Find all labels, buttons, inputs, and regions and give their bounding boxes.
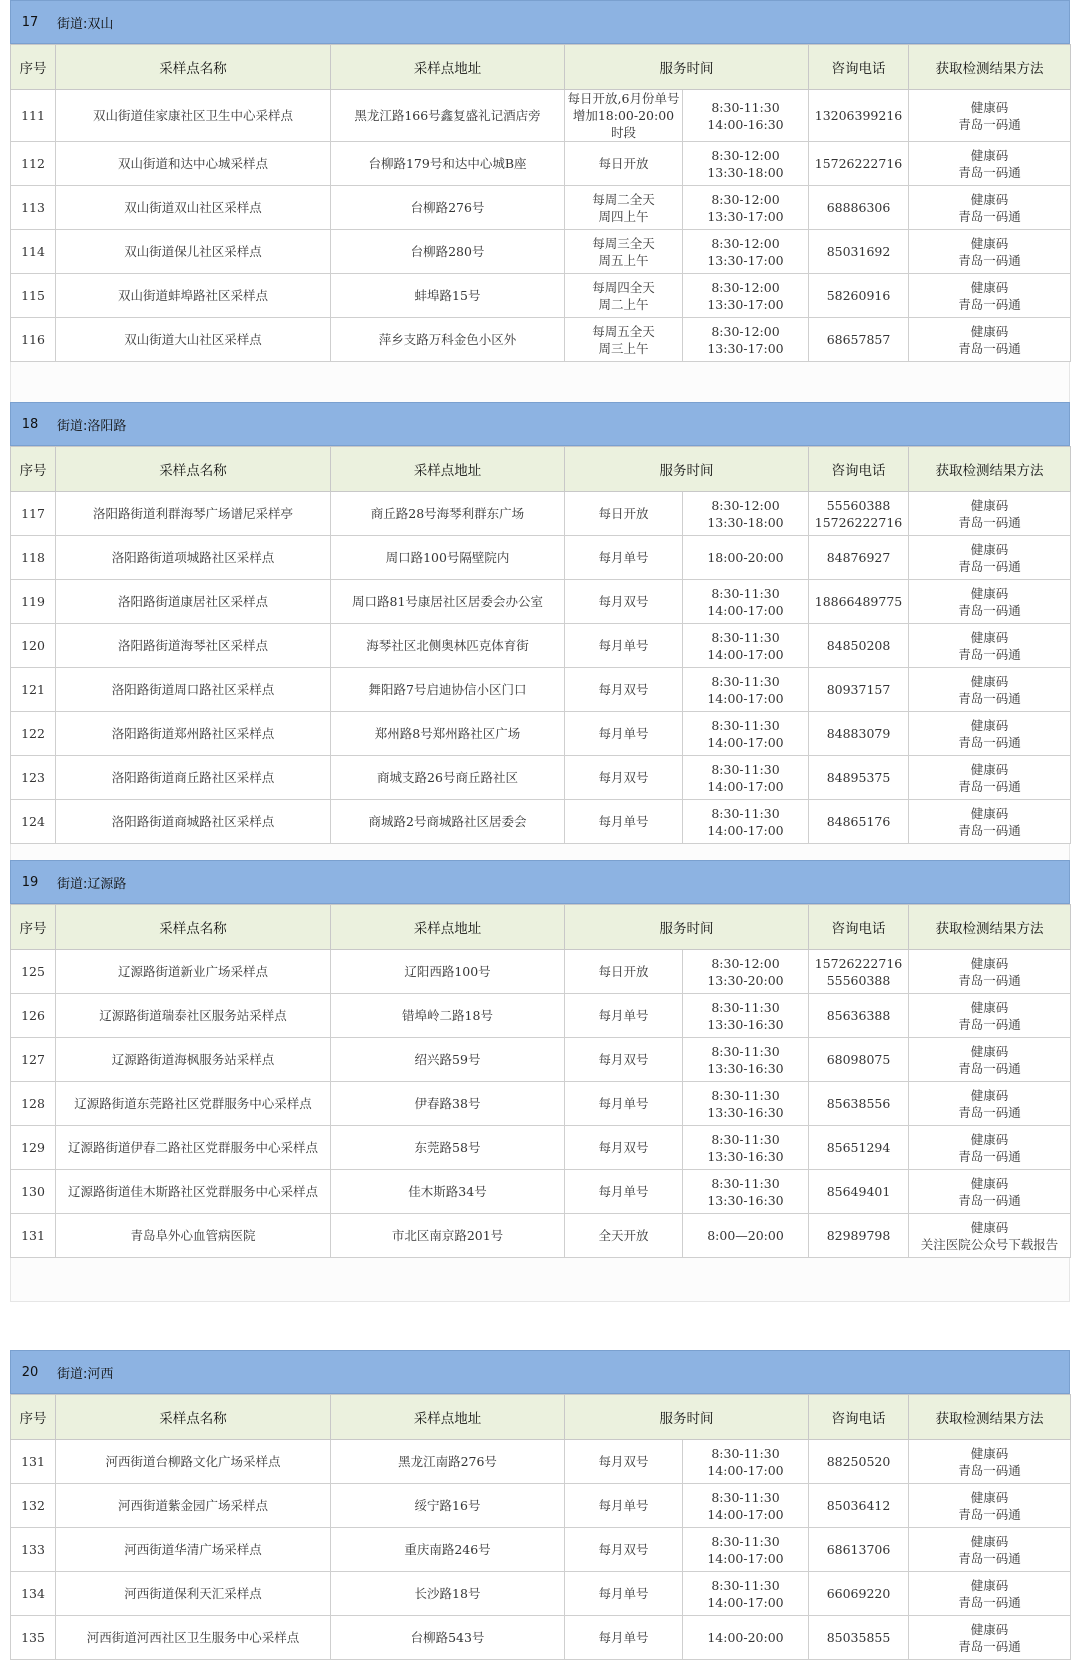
row-number: 119 bbox=[11, 580, 56, 624]
site-name: 洛阳路街道利群海琴广场谱尼采样亭 bbox=[56, 492, 331, 536]
service-days: 每月双号 bbox=[565, 1126, 683, 1170]
phone-number: 85031692 bbox=[809, 230, 909, 274]
service-days: 每月单号 bbox=[565, 712, 683, 756]
site-address: 黑龙江南路276号 bbox=[331, 1440, 565, 1484]
service-days: 每月双号 bbox=[565, 1038, 683, 1082]
service-days: 每周五全天 周三上午 bbox=[565, 318, 683, 362]
result-method: 健康码 青岛一码通 bbox=[909, 1038, 1071, 1082]
row-number: 112 bbox=[11, 142, 56, 186]
row-number: 121 bbox=[11, 668, 56, 712]
service-days: 每月双号 bbox=[565, 580, 683, 624]
table-row bbox=[11, 800, 1071, 844]
phone-number: 13206399216 bbox=[809, 90, 909, 142]
row-number: 131 bbox=[11, 1214, 56, 1258]
site-name: 双山街道蚌埠路社区采样点 bbox=[56, 274, 331, 318]
site-name: 双山街道双山社区采样点 bbox=[56, 186, 331, 230]
sampling-sites-table bbox=[10, 44, 1071, 362]
table-header-row bbox=[11, 905, 1071, 950]
site-name: 双山街道保儿社区采样点 bbox=[56, 230, 331, 274]
row-number: 124 bbox=[11, 800, 56, 844]
site-name: 河西街道保利天汇采样点 bbox=[56, 1572, 331, 1616]
table-row bbox=[11, 1484, 1071, 1528]
row-number: 128 bbox=[11, 1082, 56, 1126]
site-address: 辽阳西路100号 bbox=[331, 950, 565, 994]
table-row bbox=[11, 492, 1071, 536]
district-number: 20 bbox=[21, 1364, 39, 1380]
service-days: 每周二全天 周四上午 bbox=[565, 186, 683, 230]
site-name: 双山街道大山社区采样点 bbox=[56, 318, 331, 362]
table-row bbox=[11, 90, 1071, 142]
site-name: 辽源路街道新业广场采样点 bbox=[56, 950, 331, 994]
service-days: 每月双号 bbox=[565, 1440, 683, 1484]
site-address: 郑州路8号郑州路社区广场 bbox=[331, 712, 565, 756]
result-method: 健康码 青岛一码通 bbox=[909, 142, 1071, 186]
service-hours: 8:30-11:30 13:30-16:30 bbox=[683, 1082, 809, 1126]
phone-number: 85638556 bbox=[809, 1082, 909, 1126]
sampling-sites-table bbox=[10, 446, 1071, 844]
header-service-time: 服务时间 bbox=[565, 45, 809, 90]
district-number: 18 bbox=[21, 416, 39, 432]
header-seq: 序号 bbox=[11, 45, 56, 90]
header-seq: 序号 bbox=[11, 447, 56, 492]
table-row bbox=[11, 1440, 1071, 1484]
header-result-method: 获取检测结果方法 bbox=[909, 447, 1071, 492]
result-method: 健康码 青岛一码通 bbox=[909, 318, 1071, 362]
row-number: 133 bbox=[11, 1528, 56, 1572]
table-header-row bbox=[11, 447, 1071, 492]
site-name: 洛阳路街道海琴社区采样点 bbox=[56, 624, 331, 668]
site-name: 双山街道和达中心城采样点 bbox=[56, 142, 331, 186]
service-days: 每月单号 bbox=[565, 536, 683, 580]
district-section-18 bbox=[10, 402, 1070, 888]
table-row bbox=[11, 1082, 1071, 1126]
header-site-address: 采样点地址 bbox=[331, 447, 565, 492]
header-site-name: 采样点名称 bbox=[56, 45, 331, 90]
site-name: 河西街道台柳路文化广场采样点 bbox=[56, 1440, 331, 1484]
site-address: 萍乡支路万科金色小区外 bbox=[331, 318, 565, 362]
table-header-row bbox=[11, 1395, 1071, 1440]
phone-number: 84850208 bbox=[809, 624, 909, 668]
phone-number: 85035855 bbox=[809, 1616, 909, 1660]
site-address: 伊春路38号 bbox=[331, 1082, 565, 1126]
row-number: 125 bbox=[11, 950, 56, 994]
service-hours: 8:30-11:30 14:00-17:00 bbox=[683, 624, 809, 668]
service-hours: 8:30-11:30 14:00-17:00 bbox=[683, 1484, 809, 1528]
row-number: 111 bbox=[11, 90, 56, 142]
result-method: 健康码 青岛一码通 bbox=[909, 950, 1071, 994]
site-name: 河西街道紫金园广场采样点 bbox=[56, 1484, 331, 1528]
service-hours: 8:30-11:30 14:00-17:00 bbox=[683, 1528, 809, 1572]
phone-number: 15726222716 55560388 bbox=[809, 950, 909, 994]
result-method: 健康码 青岛一码通 bbox=[909, 756, 1071, 800]
header-result-method: 获取检测结果方法 bbox=[909, 1395, 1071, 1440]
header-result-method: 获取检测结果方法 bbox=[909, 45, 1071, 90]
site-name: 洛阳路街道项城路社区采样点 bbox=[56, 536, 331, 580]
site-address: 台柳路543号 bbox=[331, 1616, 565, 1660]
sampling-sites-table bbox=[10, 1394, 1071, 1660]
result-method: 健康码 青岛一码通 bbox=[909, 580, 1071, 624]
table-row bbox=[11, 1616, 1071, 1660]
table-row bbox=[11, 624, 1071, 668]
site-address: 重庆南路246号 bbox=[331, 1528, 565, 1572]
service-hours: 8:30-11:30 14:00-17:00 bbox=[683, 668, 809, 712]
result-method: 健康码 青岛一码通 bbox=[909, 1484, 1071, 1528]
table-row bbox=[11, 230, 1071, 274]
site-address: 周口路100号隔壁院内 bbox=[331, 536, 565, 580]
result-method: 健康码 青岛一码通 bbox=[909, 800, 1071, 844]
row-number: 123 bbox=[11, 756, 56, 800]
table-row bbox=[11, 186, 1071, 230]
section-spacer bbox=[10, 1258, 1070, 1302]
table-row bbox=[11, 950, 1071, 994]
site-address: 绥宁路16号 bbox=[331, 1484, 565, 1528]
service-days: 全天开放 bbox=[565, 1214, 683, 1258]
site-address: 绍兴路59号 bbox=[331, 1038, 565, 1082]
header-phone: 咨询电话 bbox=[809, 447, 909, 492]
result-method: 健康码 关注医院公众号下载报告 bbox=[909, 1214, 1071, 1258]
site-name: 辽源路街道瑞泰社区服务站采样点 bbox=[56, 994, 331, 1038]
phone-number: 15726222716 bbox=[809, 142, 909, 186]
district-section-17 bbox=[10, 0, 1070, 406]
service-days: 每周四全天 周二上午 bbox=[565, 274, 683, 318]
service-days: 每月双号 bbox=[565, 756, 683, 800]
header-site-name: 采样点名称 bbox=[56, 905, 331, 950]
service-days: 每月单号 bbox=[565, 994, 683, 1038]
district-title: 街道:河西 bbox=[57, 1366, 114, 1382]
section-spacer bbox=[10, 362, 1070, 406]
district-section-20 bbox=[10, 1350, 1070, 1660]
service-days: 每月单号 bbox=[565, 1170, 683, 1214]
result-method: 健康码 青岛一码通 bbox=[909, 1528, 1071, 1572]
service-hours: 8:30-12:00 13:30-17:00 bbox=[683, 186, 809, 230]
service-hours: 8:00—20:00 bbox=[683, 1214, 809, 1258]
service-hours: 8:30-11:30 14:00-17:00 bbox=[683, 712, 809, 756]
result-method: 健康码 青岛一码通 bbox=[909, 712, 1071, 756]
site-address: 舞阳路7号启迪协信小区门口 bbox=[331, 668, 565, 712]
header-seq: 序号 bbox=[11, 905, 56, 950]
site-address: 黑龙江路166号鑫复盛礼记酒店旁 bbox=[331, 90, 565, 142]
site-address: 错埠岭二路18号 bbox=[331, 994, 565, 1038]
district-banner bbox=[10, 860, 1070, 904]
table-row bbox=[11, 756, 1071, 800]
table-row bbox=[11, 1126, 1071, 1170]
phone-number: 84895375 bbox=[809, 756, 909, 800]
phone-number: 58260916 bbox=[809, 274, 909, 318]
table-row bbox=[11, 712, 1071, 756]
service-hours: 8:30-11:30 13:30-16:30 bbox=[683, 1126, 809, 1170]
header-service-time: 服务时间 bbox=[565, 1395, 809, 1440]
header-phone: 咨询电话 bbox=[809, 905, 909, 950]
district-banner bbox=[10, 1350, 1070, 1394]
service-hours: 8:30-11:30 13:30-16:30 bbox=[683, 1170, 809, 1214]
site-address: 商丘路28号海琴利群东广场 bbox=[331, 492, 565, 536]
service-hours: 8:30-11:30 13:30-16:30 bbox=[683, 1038, 809, 1082]
site-name: 青岛阜外心血管病医院 bbox=[56, 1214, 331, 1258]
service-days: 每月单号 bbox=[565, 624, 683, 668]
site-name: 辽源路街道伊春二路社区党群服务中心采样点 bbox=[56, 1126, 331, 1170]
site-address: 海琴社区北侧奥林匹克体育街 bbox=[331, 624, 565, 668]
district-section-19 bbox=[10, 860, 1070, 1302]
phone-number: 84876927 bbox=[809, 536, 909, 580]
result-method: 健康码 青岛一码通 bbox=[909, 186, 1071, 230]
phone-number: 85036412 bbox=[809, 1484, 909, 1528]
table-row bbox=[11, 1170, 1071, 1214]
service-hours: 8:30-12:00 13:30-17:00 bbox=[683, 230, 809, 274]
phone-number: 68098075 bbox=[809, 1038, 909, 1082]
result-method: 健康码 青岛一码通 bbox=[909, 274, 1071, 318]
service-hours: 8:30-11:30 14:00-17:00 bbox=[683, 1440, 809, 1484]
result-method: 健康码 青岛一码通 bbox=[909, 230, 1071, 274]
service-hours: 8:30-12:00 13:30-20:00 bbox=[683, 950, 809, 994]
service-hours: 18:00-20:00 bbox=[683, 536, 809, 580]
phone-number: 88250520 bbox=[809, 1440, 909, 1484]
row-number: 130 bbox=[11, 1170, 56, 1214]
result-method: 健康码 青岛一码通 bbox=[909, 1616, 1071, 1660]
row-number: 135 bbox=[11, 1616, 56, 1660]
service-hours: 8:30-11:30 14:00-17:00 bbox=[683, 800, 809, 844]
row-number: 115 bbox=[11, 274, 56, 318]
site-address: 台柳路280号 bbox=[331, 230, 565, 274]
service-hours: 8:30-11:30 14:00-17:00 bbox=[683, 1572, 809, 1616]
table-row bbox=[11, 274, 1071, 318]
district-title: 街道:双山 bbox=[57, 16, 114, 32]
site-name: 辽源路街道佳木斯路社区党群服务中心采样点 bbox=[56, 1170, 331, 1214]
service-days: 每月单号 bbox=[565, 800, 683, 844]
table-row bbox=[11, 536, 1071, 580]
service-days: 每日开放,6月份单号增加18:00-20:00时段 bbox=[565, 90, 683, 142]
service-days: 每月双号 bbox=[565, 1528, 683, 1572]
site-name: 洛阳路街道周口路社区采样点 bbox=[56, 668, 331, 712]
header-result-method: 获取检测结果方法 bbox=[909, 905, 1071, 950]
table-row bbox=[11, 1214, 1071, 1258]
site-address: 台柳路179号和达中心城B座 bbox=[331, 142, 565, 186]
district-title: 街道:辽源路 bbox=[57, 876, 127, 892]
header-site-address: 采样点地址 bbox=[331, 905, 565, 950]
row-number: 126 bbox=[11, 994, 56, 1038]
row-number: 118 bbox=[11, 536, 56, 580]
result-method: 健康码 青岛一码通 bbox=[909, 492, 1071, 536]
row-number: 120 bbox=[11, 624, 56, 668]
header-phone: 咨询电话 bbox=[809, 1395, 909, 1440]
phone-number: 68886306 bbox=[809, 186, 909, 230]
table-header-row bbox=[11, 45, 1071, 90]
row-number: 134 bbox=[11, 1572, 56, 1616]
district-number: 17 bbox=[21, 14, 39, 30]
service-days: 每月单号 bbox=[565, 1082, 683, 1126]
phone-number: 85651294 bbox=[809, 1126, 909, 1170]
phone-number: 85649401 bbox=[809, 1170, 909, 1214]
phone-number: 80937157 bbox=[809, 668, 909, 712]
phone-number: 66069220 bbox=[809, 1572, 909, 1616]
phone-number: 68657857 bbox=[809, 318, 909, 362]
phone-number: 68613706 bbox=[809, 1528, 909, 1572]
row-number: 113 bbox=[11, 186, 56, 230]
district-number: 19 bbox=[21, 874, 39, 890]
district-banner bbox=[10, 0, 1070, 44]
row-number: 117 bbox=[11, 492, 56, 536]
site-address: 周口路81号康居社区居委会办公室 bbox=[331, 580, 565, 624]
service-hours: 8:30-12:00 13:30-18:00 bbox=[683, 492, 809, 536]
result-method: 健康码 青岛一码通 bbox=[909, 624, 1071, 668]
row-number: 122 bbox=[11, 712, 56, 756]
site-name: 河西街道河西社区卫生服务中心采样点 bbox=[56, 1616, 331, 1660]
table-row bbox=[11, 1038, 1071, 1082]
site-address: 长沙路18号 bbox=[331, 1572, 565, 1616]
site-address: 市北区南京路201号 bbox=[331, 1214, 565, 1258]
header-seq: 序号 bbox=[11, 1395, 56, 1440]
phone-number: 82989798 bbox=[809, 1214, 909, 1258]
row-number: 114 bbox=[11, 230, 56, 274]
table-row bbox=[11, 668, 1071, 712]
table-row bbox=[11, 994, 1071, 1038]
service-days: 每月单号 bbox=[565, 1484, 683, 1528]
district-banner bbox=[10, 402, 1070, 446]
header-site-address: 采样点地址 bbox=[331, 45, 565, 90]
row-number: 127 bbox=[11, 1038, 56, 1082]
site-name: 河西街道华清广场采样点 bbox=[56, 1528, 331, 1572]
service-hours: 8:30-12:00 13:30-17:00 bbox=[683, 274, 809, 318]
result-method: 健康码 青岛一码通 bbox=[909, 1170, 1071, 1214]
site-name: 洛阳路街道康居社区采样点 bbox=[56, 580, 331, 624]
service-hours: 8:30-11:30 13:30-16:30 bbox=[683, 994, 809, 1038]
header-site-name: 采样点名称 bbox=[56, 1395, 331, 1440]
site-name: 洛阳路街道商丘路社区采样点 bbox=[56, 756, 331, 800]
phone-number: 18866489775 bbox=[809, 580, 909, 624]
site-address: 东莞路58号 bbox=[331, 1126, 565, 1170]
phone-number: 84865176 bbox=[809, 800, 909, 844]
result-method: 健康码 青岛一码通 bbox=[909, 994, 1071, 1038]
header-service-time: 服务时间 bbox=[565, 447, 809, 492]
result-method: 健康码 青岛一码通 bbox=[909, 668, 1071, 712]
service-days: 每周三全天 周五上午 bbox=[565, 230, 683, 274]
site-address: 台柳路276号 bbox=[331, 186, 565, 230]
row-number: 131 bbox=[11, 1440, 56, 1484]
service-hours: 8:30-12:00 13:30-18:00 bbox=[683, 142, 809, 186]
sampling-sites-table bbox=[10, 904, 1071, 1258]
site-name: 辽源路街道东莞路社区党群服务中心采样点 bbox=[56, 1082, 331, 1126]
service-days: 每月单号 bbox=[565, 1572, 683, 1616]
row-number: 129 bbox=[11, 1126, 56, 1170]
header-phone: 咨询电话 bbox=[809, 45, 909, 90]
result-method: 健康码 青岛一码通 bbox=[909, 1572, 1071, 1616]
table-row bbox=[11, 318, 1071, 362]
service-days: 每日开放 bbox=[565, 142, 683, 186]
result-method: 健康码 青岛一码通 bbox=[909, 536, 1071, 580]
table-row bbox=[11, 142, 1071, 186]
site-name: 辽源路街道海枫服务站采样点 bbox=[56, 1038, 331, 1082]
service-hours: 8:30-11:30 14:00-17:00 bbox=[683, 580, 809, 624]
site-name: 洛阳路街道郑州路社区采样点 bbox=[56, 712, 331, 756]
service-hours: 8:30-11:30 14:00-17:00 bbox=[683, 756, 809, 800]
service-hours: 14:00-20:00 bbox=[683, 1616, 809, 1660]
table-row bbox=[11, 1528, 1071, 1572]
phone-number: 55560388 15726222716 bbox=[809, 492, 909, 536]
service-hours: 8:30-12:00 13:30-17:00 bbox=[683, 318, 809, 362]
site-address: 蚌埠路15号 bbox=[331, 274, 565, 318]
result-method: 健康码 青岛一码通 bbox=[909, 1126, 1071, 1170]
table-row bbox=[11, 1572, 1071, 1616]
row-number: 116 bbox=[11, 318, 56, 362]
site-name: 洛阳路街道商城路社区采样点 bbox=[56, 800, 331, 844]
service-days: 每月单号 bbox=[565, 1616, 683, 1660]
phone-number: 84883079 bbox=[809, 712, 909, 756]
service-days: 每日开放 bbox=[565, 492, 683, 536]
row-number: 132 bbox=[11, 1484, 56, 1528]
result-method: 健康码 青岛一码通 bbox=[909, 1440, 1071, 1484]
service-days: 每日开放 bbox=[565, 950, 683, 994]
result-method: 健康码 青岛一码通 bbox=[909, 1082, 1071, 1126]
service-hours: 8:30-11:30 14:00-16:30 bbox=[683, 90, 809, 142]
site-address: 佳木斯路34号 bbox=[331, 1170, 565, 1214]
header-site-address: 采样点地址 bbox=[331, 1395, 565, 1440]
header-site-name: 采样点名称 bbox=[56, 447, 331, 492]
table-row bbox=[11, 580, 1071, 624]
header-service-time: 服务时间 bbox=[565, 905, 809, 950]
site-name: 双山街道佳家康社区卫生中心采样点 bbox=[56, 90, 331, 142]
site-address: 商城路2号商城路社区居委会 bbox=[331, 800, 565, 844]
service-days: 每月双号 bbox=[565, 668, 683, 712]
result-method: 健康码 青岛一码通 bbox=[909, 90, 1071, 142]
phone-number: 85636388 bbox=[809, 994, 909, 1038]
site-address: 商城支路26号商丘路社区 bbox=[331, 756, 565, 800]
district-title: 街道:洛阳路 bbox=[57, 418, 127, 434]
